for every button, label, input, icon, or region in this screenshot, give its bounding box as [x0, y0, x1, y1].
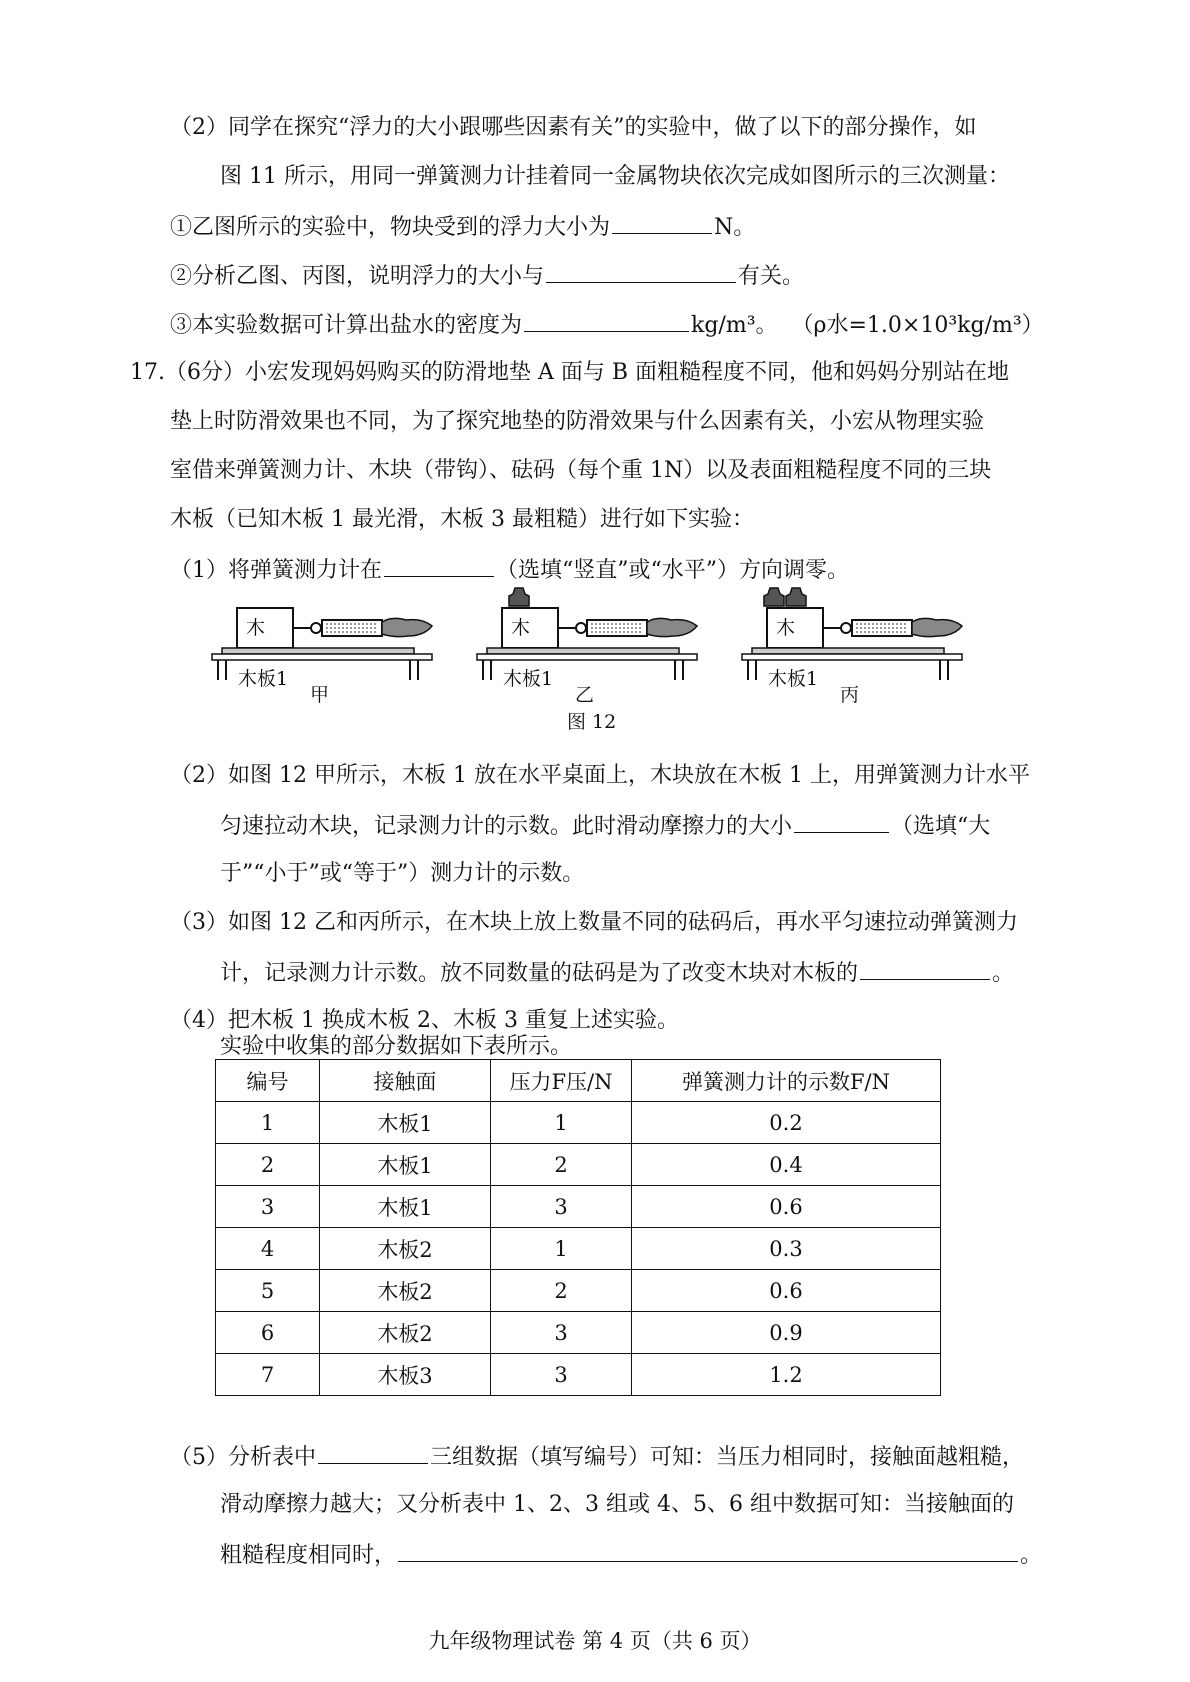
table-row — [216, 1186, 941, 1228]
table-cell: 木板3 — [320, 1354, 491, 1396]
q17-part2-line3: 于”“小于”或“等于”）测力计的示数。 — [220, 861, 585, 886]
q16-sub2-after: 有关。 — [738, 264, 805, 289]
q17-part3-after: 。 — [992, 961, 1015, 986]
q17-part3-text: 计，记录测力计示数。放不同数量的砝码是为了改变木块对木板的 — [220, 961, 859, 986]
q17-part5-line3 — [220, 1539, 1042, 1571]
q17-part3-line1: （3）如图 12 乙和丙所示，在木块上放上数量不同的砝码后，再水平匀速拉动弹簧测力 — [170, 910, 1018, 935]
table-cell: 3 — [491, 1186, 632, 1228]
table-cell: 1 — [216, 1102, 320, 1144]
table-cell: 1 — [491, 1102, 632, 1144]
q17-part5-line3-text: 粗糙程度相同时， — [220, 1543, 397, 1568]
q16-sub2-blank[interactable] — [546, 260, 736, 283]
table-cell: 木板1 — [320, 1102, 491, 1144]
q17-intro-line4: 木板（已知木板 1 最光滑，木板 3 最粗糙）进行如下实验： — [170, 507, 754, 532]
table-cell: 0.4 — [632, 1144, 941, 1186]
q16-sub3-given: （ρ水=1.0×10³kg/m³） — [791, 313, 1044, 338]
q17-part3-line2 — [220, 957, 1014, 989]
data-table — [215, 1059, 941, 1396]
q17-intro-line2: 垫上时防滑效果也不同，为了探究地垫的防滑效果与什么因素有关，小宏从物理实验 — [170, 409, 985, 434]
table-row — [216, 1228, 941, 1270]
figure12-jia — [210, 580, 450, 706]
figure12-yi-sub-label: 乙 — [575, 684, 595, 706]
table-cell: 3 — [491, 1354, 632, 1396]
q16-part2-line1: （2）同学在探究“浮力的大小跟哪些因素有关”的实验中，做了以下的部分操作，如 — [170, 115, 977, 140]
q17-part1-blank[interactable] — [384, 554, 494, 577]
q16-sub3 — [170, 309, 1044, 341]
table-cell: 木板2 — [320, 1270, 491, 1312]
q17-intro-line3: 室借来弹簧测力计、木块（带钩）、砝码（每个重 1N）以及表面粗糙程度不同的三块 — [170, 458, 992, 483]
table-cell: 0.6 — [632, 1186, 941, 1228]
figure12-yi-block-label: 木 — [511, 617, 531, 639]
q16-sub1-blank[interactable] — [612, 211, 712, 234]
table-cell: 3 — [491, 1312, 632, 1354]
q17-part5-line1 — [170, 1441, 1024, 1473]
figure12-jia-board-label: 木板1 — [238, 668, 289, 690]
table-cell: 木板2 — [320, 1228, 491, 1270]
table-cell: 6 — [216, 1312, 320, 1354]
table-cell: 0.2 — [632, 1102, 941, 1144]
q16-sub1-text: ①乙图所示的实验中，物块受到的浮力大小为 — [170, 215, 611, 240]
figure12-yi-board-label: 木板1 — [503, 668, 554, 690]
q17-part4-line2: 实验中收集的部分数据如下表所示。 — [220, 1034, 573, 1059]
table-row — [216, 1312, 941, 1354]
weight-icon — [764, 588, 784, 606]
table-cell: 0.9 — [632, 1312, 941, 1354]
table-header-cell: 编号 — [216, 1060, 320, 1102]
q17-part2-line2 — [220, 810, 990, 842]
table-header-cell: 接触面 — [320, 1060, 491, 1102]
q17-part2-blank[interactable] — [794, 810, 889, 833]
q17-part2-line1: （2）如图 12 甲所示，木板 1 放在水平桌面上，木块放在木板 1 上，用弹簧测力计水平 — [170, 763, 1030, 788]
table-cell: 1 — [491, 1228, 632, 1270]
q17-part5-text: （5）分析表中 — [170, 1445, 316, 1470]
q16-sub1 — [170, 211, 755, 243]
q16-sub3-unit: kg/m³。 — [691, 313, 778, 338]
figure12-caption: 图 12 — [567, 711, 617, 733]
q16-part2-line2: 图 11 所示，用同一弹簧测力计挂着同一金属物块依次完成如图所示的三次测量： — [220, 164, 1010, 189]
table-cell: 木板2 — [320, 1312, 491, 1354]
figure12-bing-block-label: 木 — [776, 617, 796, 639]
table-cell: 5 — [216, 1270, 320, 1312]
figure12-bing-sub-label: 丙 — [840, 684, 860, 706]
q17-part5-line3-after: 。 — [1020, 1543, 1043, 1568]
figure12-bing-board-label: 木板1 — [768, 668, 819, 690]
q16-sub3-blank[interactable] — [524, 309, 689, 332]
table-header-cell: 弹簧测力计的示数F/N — [632, 1060, 941, 1102]
q17-part5-blank[interactable] — [318, 1441, 428, 1464]
table-cell: 木板1 — [320, 1186, 491, 1228]
figure12-yi — [475, 580, 715, 706]
table-row — [216, 1354, 941, 1396]
q16-sub3-text: ③本实验数据可计算出盐水的密度为 — [170, 313, 523, 338]
table-row — [216, 1270, 941, 1312]
figure12-bing — [740, 580, 980, 706]
q17-part1-after: （选填“竖直”或“水平”）方向调零。 — [496, 558, 849, 583]
table-header-cell: 压力F压/N — [491, 1060, 632, 1102]
table-row — [216, 1144, 941, 1186]
q17-intro-line1: 17.（6分）小宏发现妈妈购买的防滑地垫 A 面与 B 面粗糙程度不同，他和妈妈分别站在地 — [130, 360, 1010, 385]
figure12-jia-block-label: 木 — [246, 617, 266, 639]
q17-part2-after: （选填“大 — [891, 814, 991, 839]
q17-part2-text: 匀速拉动木块，记录测力计的示数。此时滑动摩擦力的大小 — [220, 814, 793, 839]
table-cell: 2 — [491, 1144, 632, 1186]
table-cell: 4 — [216, 1228, 320, 1270]
table-cell: 木板1 — [320, 1144, 491, 1186]
page-footer: 九年级物理试卷 第 4 页（共 6 页） — [428, 1629, 762, 1653]
q17-part5-answer-blank[interactable] — [398, 1539, 1018, 1562]
q17-part5-line2: 滑动摩擦力越大；又分析表中 1、2、3 组或 4、5、6 组中数据可知：当接触面的 — [220, 1492, 1014, 1517]
table-cell: 7 — [216, 1354, 320, 1396]
weight-icon — [509, 588, 529, 606]
q16-sub2 — [170, 260, 804, 292]
q17-part5-after: 三组数据（填写编号）可知：当压力相同时，接触面越粗糙， — [430, 1445, 1025, 1470]
q17-part4-line1: （4）把木板 1 换成木板 2、木板 3 重复上述实验。 — [170, 1008, 679, 1033]
table-row — [216, 1102, 941, 1144]
q16-sub2-text: ②分析乙图、丙图，说明浮力的大小与 — [170, 264, 545, 289]
table-cell: 0.3 — [632, 1228, 941, 1270]
q17-part3-blank[interactable] — [860, 957, 990, 980]
table-cell: 3 — [216, 1186, 320, 1228]
table-cell: 2 — [216, 1144, 320, 1186]
q17-part1-text: （1）将弹簧测力计在 — [170, 558, 382, 583]
q16-sub1-unit: N。 — [714, 215, 756, 240]
table-cell: 0.6 — [632, 1270, 941, 1312]
table-cell: 1.2 — [632, 1354, 941, 1396]
figure12-jia-sub-label: 甲 — [310, 684, 330, 706]
table-cell: 2 — [491, 1270, 632, 1312]
weight-icon — [786, 588, 806, 606]
table-header-row — [216, 1060, 941, 1102]
